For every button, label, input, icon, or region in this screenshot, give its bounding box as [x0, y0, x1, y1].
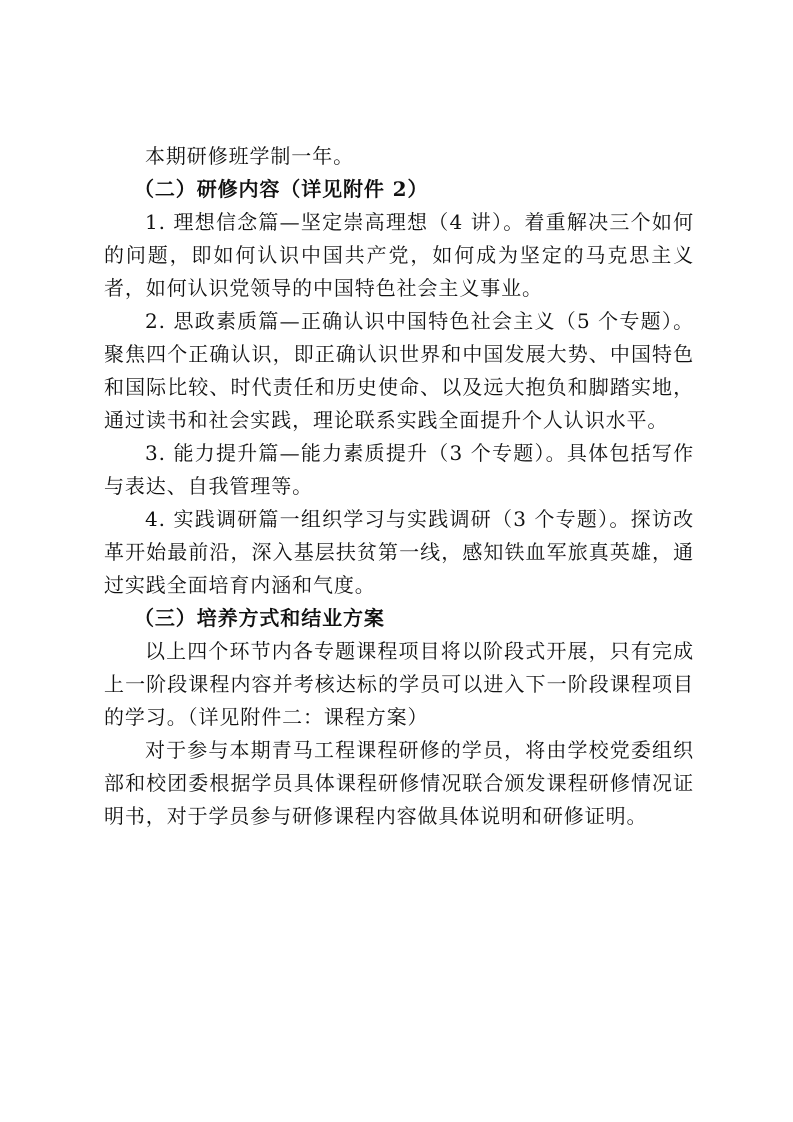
paragraph-stages: 以上四个环节内各专题课程项目将以阶段式开展，只有完成上一阶段课程内容并考核达标的学员可以进入下一阶段课程项目的学习。（详见附件二：课程方案） [104, 639, 694, 729]
paragraph-duration: 本期研修班学制一年。 [145, 144, 354, 168]
paragraph-ideals: 1. 理想信念篇—坚定崇高理想（4 讲）。着重解决三个如何的问题，即如何认识中国共产党，如何成为坚定的马克思主义者，如何认识党领导的中国特色社会主义事业。 [104, 210, 694, 300]
section-heading-content: （二）研修内容（详见附件 2） [134, 177, 429, 201]
paragraph-ability: 3. 能力提升篇—能力素质提升（3 个专题）。具体包括写作与表达、自我管理等。 [104, 441, 694, 498]
document-page [104, 140, 694, 833]
section-heading-training: （三）培养方式和结业方案 [134, 606, 385, 630]
paragraph-certificate: 对于参与本期青马工程课程研修的学员，将由学校党委组织部和校团委根据学员具体课程研修情况联合颁发课程研修情况证明书，对于学员参与研修课程内容做具体说明和研修证明。 [104, 738, 694, 828]
paragraph-practice: 4. 实践调研篇一组织学习与实践调研（3 个专题）。探访改革开始最前沿，深入基层扶贫第一线，感知铁血军旅真英雄，通过实践全面培育内涵和气度。 [104, 507, 694, 597]
paragraph-ideology: 2. 思政素质篇—正确认识中国特色社会主义（5 个专题）。聚焦四个正确认识，即正确认识世界和中国发展大势、中国特色和国际比较、时代责任和历史使命、以及远大抱负和脚踏实地，通过读书和社会实践，理论联系实践全面提升个人认识水平。 [104, 309, 694, 432]
